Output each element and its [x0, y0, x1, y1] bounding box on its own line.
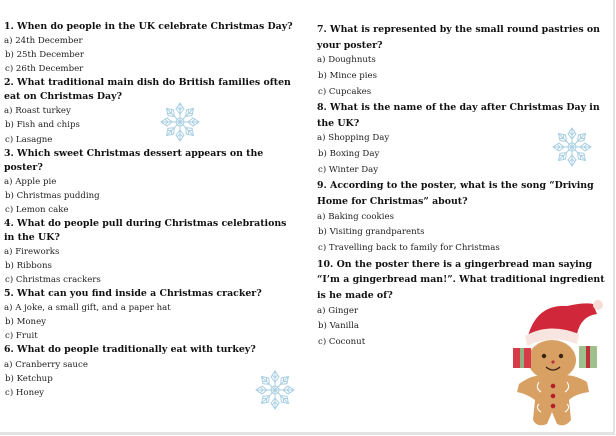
- answer-option: a) Doughnuts: [317, 55, 376, 66]
- question-text: 3. Which sweet Christmas dessert appears on the: [4, 147, 264, 159]
- question-text: in the UK?: [4, 231, 60, 243]
- question-text: 5. What can you find inside a Christmas cracker?: [4, 288, 262, 300]
- answer-option: b) Ketchup: [5, 373, 53, 384]
- answer-option: b) Money: [5, 317, 47, 328]
- left-column: [4, 20, 294, 400]
- answer-option: b) Fish and chips: [5, 120, 80, 131]
- answer-option: c) Cupcakes: [318, 86, 372, 97]
- answer-option: c) Fruit: [5, 331, 38, 342]
- answer-option: b) Vanilla: [318, 321, 360, 332]
- answer-option: a) Ginger: [317, 305, 359, 316]
- question-text: the UK?: [317, 117, 360, 129]
- answer-option: c) Winter Day: [318, 164, 379, 175]
- question-text: 9. According to the poster, what is the song “Driving: [317, 180, 594, 192]
- answer-option: b) Boxing Day: [318, 149, 380, 160]
- answer-option: c) Lasagne: [5, 134, 53, 145]
- question-text: 7. What is represented by the small round pastries on: [317, 24, 600, 35]
- answer-option: b) 25th December: [5, 50, 84, 61]
- question-text: 10. On the poster there is a gingerbread man saying: [317, 258, 593, 270]
- answer-option: a) A joke, a small gift, and a paper hat: [4, 303, 171, 314]
- snowflake-icon: [550, 125, 594, 169]
- question-text: 4. What do people pull during Christmas celebrations: [4, 217, 287, 229]
- answer-option: b) Visiting grandparents: [318, 227, 425, 238]
- answer-option: a) Fireworks: [4, 247, 60, 257]
- answer-option: c) Christmas crackers: [5, 275, 101, 286]
- answer-option: a) Baking cookies: [317, 211, 394, 222]
- question-text: 8. What is the name of the day after Christmas Day in: [317, 102, 600, 114]
- question-text: poster?: [4, 161, 43, 173]
- answer-option: b) Ribbons: [5, 261, 52, 272]
- question-text: Home for Christmas” about?: [317, 196, 468, 208]
- snowflake-icon: [253, 368, 297, 412]
- answer-option: b) Christmas pudding: [5, 190, 100, 201]
- answer-option: a) Cranberry sauce: [4, 359, 88, 370]
- gingerbread-man-illustration: [505, 292, 605, 430]
- answer-option: a) 24th December: [4, 36, 83, 47]
- answer-option: b) Mince pies: [318, 70, 378, 81]
- answer-option: c) 26th December: [5, 64, 84, 75]
- snowflake-icon: [158, 100, 202, 144]
- answer-option: a) Shopping Day: [317, 133, 390, 144]
- answer-option: c) Honey: [5, 387, 45, 398]
- question-text: is he made of?: [317, 289, 393, 301]
- answer-option: a) Roast turkey: [4, 106, 71, 117]
- question-text: 1. When do people in the UK celebrate Christmas Day?: [4, 21, 293, 32]
- answer-option: c) Travelling back to family for Christmas: [318, 242, 500, 253]
- question-text: your poster?: [317, 39, 383, 51]
- question-text: 2. What traditional main dish do British families often: [4, 77, 291, 89]
- question-text: eat on Christmas Day?: [4, 91, 123, 103]
- answer-option: c) Coconut: [318, 336, 366, 347]
- answer-option: a) Apple pie: [4, 176, 57, 187]
- question-text: “I’m a gingerbread man!”. What traditional ingredient: [317, 274, 605, 286]
- answer-option: c) Lemon cake: [5, 204, 69, 215]
- question-text: 6. What do people traditionally eat with turkey?: [4, 344, 256, 356]
